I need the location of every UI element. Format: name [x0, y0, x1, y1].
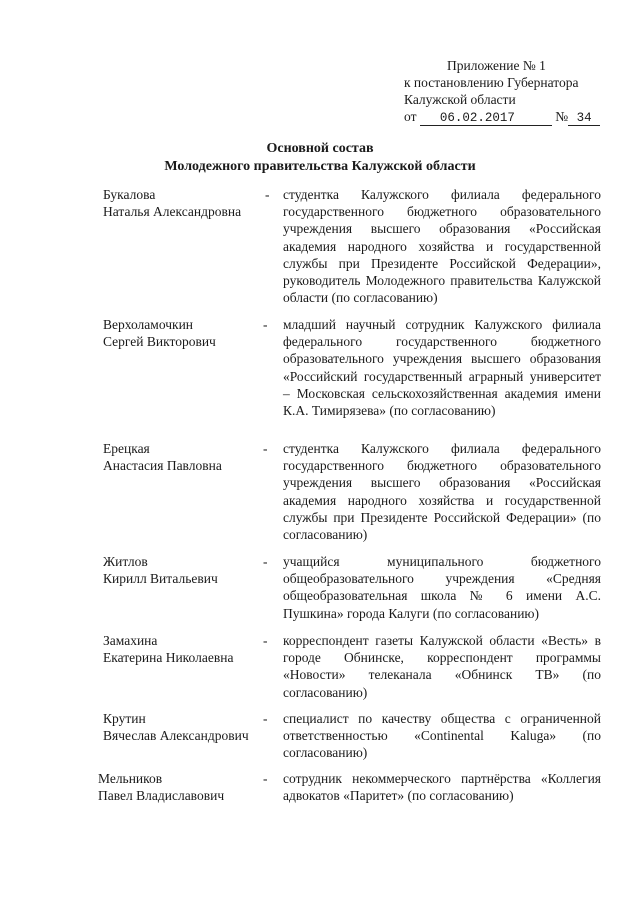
annex-decree: к постановлению Губернатора: [404, 75, 579, 90]
member-given-name: Наталья Александровна: [103, 204, 242, 219]
annex-header: [404, 57, 634, 126]
member-dash: -: [263, 633, 268, 648]
title-line-2: Молодежного правительства Калужской области: [164, 159, 476, 174]
member-dash: -: [263, 317, 268, 332]
member-dash: -: [263, 441, 268, 456]
member-name: [103, 553, 273, 587]
member-name: [103, 632, 273, 666]
member-position: студентка Калужского филиала федерального государственного бюджетного образовательного учреждения высшего образования «Российская академия народного хозяйства и государственной службы при Президенте Российской Федерации», руководитель Молодежного правительства Калужской области (по согласованию): [283, 187, 601, 306]
title-line-1: Основной состав: [266, 141, 374, 156]
number-prefix: №: [555, 109, 569, 124]
member-dash: -: [263, 771, 268, 786]
member-surname: Замахина: [103, 633, 158, 648]
member-given-name: Кирилл Витальевич: [103, 571, 218, 586]
decree-number: 34: [568, 111, 600, 126]
member-name: [103, 186, 273, 220]
member-surname: Крутин: [103, 711, 146, 726]
member-surname: Ерецкая: [103, 441, 150, 456]
member-surname: Житлов: [103, 554, 148, 569]
member-given-name: Анастасия Павловна: [103, 458, 222, 473]
member-position: младший научный сотрудник Калужского филиала федерального государственного бюджетного образовательного учреждения высшего образования «Российский государственный аграрный университет – Московская сельскохозяйственная академия имени К.А. Тимирязева» (по согласованию): [283, 317, 601, 419]
member-surname: Верхоламочкин: [103, 317, 194, 332]
annex-date-line: [404, 108, 634, 126]
member-given-name: Сергей Викторович: [103, 334, 216, 349]
date-prefix: от: [404, 109, 417, 124]
member-surname: Мельников: [98, 771, 163, 786]
member-given-name: Екатерина Николаевна: [103, 650, 234, 665]
member-position: учащийся муниципального бюджетного общеобразовательного учреждения «Средняя общеобразовательная школа № 6 имени А.С. Пушкина» города Калуги (по согласованию): [283, 554, 601, 621]
member-position: корреспондент газеты Калужской области «Весть» в городе Обнинске, корреспондент программы «Новости» телеканала «Обнинск ТВ» (по согласованию): [283, 633, 601, 700]
annex-title: Приложение № 1: [447, 58, 546, 73]
member-name: [103, 710, 273, 744]
member-position: специалист по качеству общества с ограниченной ответственностью «Continental Kaluga» (по согласованию): [283, 711, 601, 761]
member-position: студентка Калужского филиала федерального государственного бюджетного образовательного учреждения высшего образования «Российская академия народного хозяйства и государственной службы при Президенте Российской Федерации» (по согласованию): [283, 441, 601, 543]
member-given-name: Павел Владиславович: [98, 788, 225, 803]
document-title: [0, 140, 640, 176]
member-name: [103, 316, 273, 350]
annex-region: Калужской области: [404, 92, 516, 107]
member-dash: -: [263, 711, 268, 726]
member-given-name: Вячеслав Александрович: [103, 728, 249, 743]
decree-date: 06.02.2017: [420, 111, 552, 126]
member-dash: -: [263, 554, 268, 569]
member-dash: -: [265, 187, 270, 202]
member-position: сотрудник некоммерческого партнёрства «Коллегия адвокатов «Паритет» (по согласованию): [283, 771, 601, 804]
member-name: [98, 770, 268, 804]
member-surname: Букалова: [103, 187, 156, 202]
member-name: [103, 440, 273, 474]
